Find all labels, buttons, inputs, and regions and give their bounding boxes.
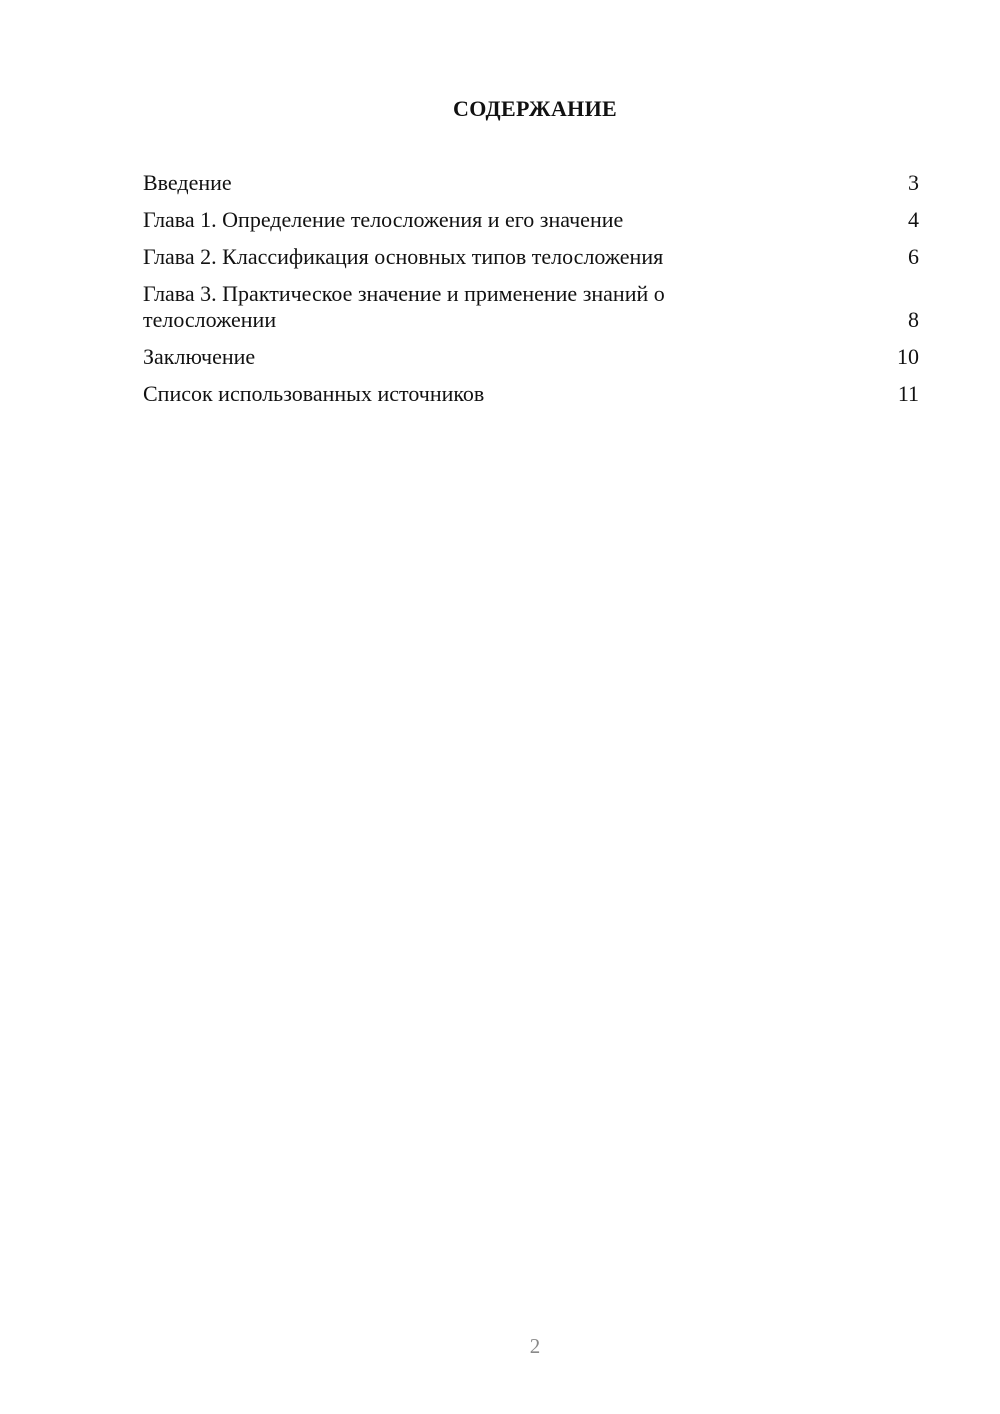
- toc-entry-chapter-1[interactable]: [143, 207, 919, 233]
- toc-entry-text: Глава 1. Определение телосложения и его значение: [143, 207, 624, 232]
- toc-entry-page-number: 8: [908, 307, 919, 332]
- toc-entry-conclusion[interactable]: [143, 344, 919, 370]
- toc-entry-introduction[interactable]: [143, 170, 919, 196]
- toc-entry-page-number: 6: [908, 244, 919, 269]
- toc-entry-references[interactable]: [143, 381, 919, 407]
- toc-entry-chapter-2[interactable]: [143, 244, 919, 270]
- toc-list: [143, 170, 919, 418]
- toc-entry-page-number: 10: [897, 344, 919, 369]
- toc-entry-text: Глава 3. Практическое значение и применение знаний о телосложении: [143, 281, 665, 332]
- toc-entry-text: Список использованных источников: [143, 381, 485, 406]
- toc-title: СОДЕРЖАНИЕ: [453, 96, 617, 121]
- toc-entry-page-number: 4: [908, 207, 919, 232]
- toc-entry-chapter-3[interactable]: [143, 281, 919, 333]
- toc-entry-page-number: 11: [897, 381, 919, 406]
- toc-entry-page-number: 3: [908, 170, 919, 195]
- toc-entry-text: Заключение: [143, 344, 256, 369]
- toc-entry-text: Введение: [143, 170, 232, 195]
- page-number: 2: [529, 1334, 541, 1358]
- toc-entry-text: Глава 2. Классификация основных типов телосложения: [143, 244, 664, 269]
